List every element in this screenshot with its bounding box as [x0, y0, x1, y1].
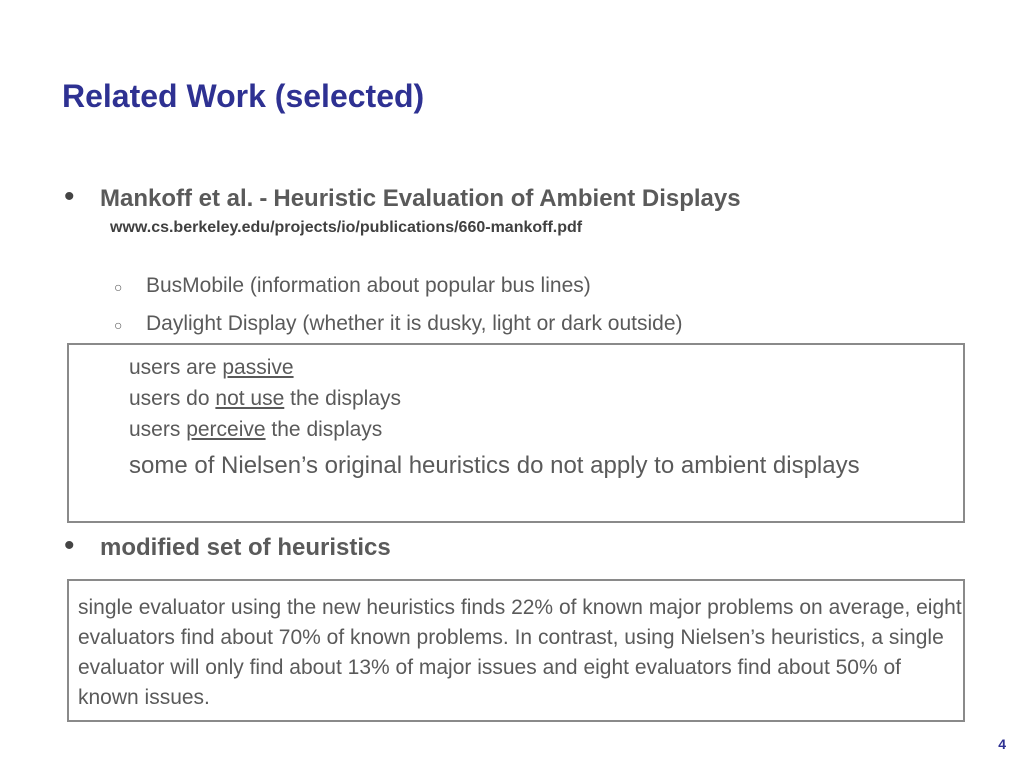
- sub-bullet-icon: ○: [114, 279, 123, 295]
- publication-url: www.cs.berkeley.edu/projects/io/publications/660-mankoff.pdf: [110, 219, 583, 236]
- finding-prefix: users do: [129, 387, 216, 410]
- bullet-text: [100, 185, 741, 213]
- finding-prefix: users are: [129, 356, 223, 379]
- bullet-item-modified: [64, 531, 391, 562]
- bullet-icon: •: [64, 180, 75, 213]
- work-title: Heuristic Evaluation of Ambient Displays: [273, 185, 741, 212]
- finding-emphasis: passive: [222, 356, 294, 379]
- finding-emphasis: not use: [215, 387, 285, 410]
- bullet-icon: •: [64, 529, 75, 562]
- results-paragraph: single evaluator using the new heuristics finds 22% of known major problems on average, eight evaluators find about 70% of known problems. In contrast, using Nielsen’s heuristics, a single evaluator will only find about 13% of major issues and eight evaluators find about 50% of known issues.: [78, 596, 962, 709]
- finding-passive: [129, 356, 294, 380]
- sub-bullet-text: BusMobile (information about popular bus lines): [146, 274, 591, 297]
- finding-prefix: users: [129, 418, 187, 441]
- finding-not-use: [129, 387, 401, 411]
- bullet-item-mankoff: [64, 182, 741, 213]
- separator: -: [259, 185, 268, 212]
- finding-emphasis: perceive: [186, 418, 266, 441]
- sub-bullet-icon: ○: [114, 317, 123, 333]
- results-box: [67, 579, 965, 722]
- slide-title: Related Work (selected): [62, 78, 425, 114]
- sub-bullet-text: Daylight Display (whether it is dusky, light or dark outside): [146, 312, 683, 335]
- finding-suffix: the displays: [265, 418, 383, 441]
- authors: Mankoff et al.: [100, 185, 254, 212]
- finding-perceive: [129, 418, 382, 442]
- bullet-text: modified set of heuristics: [100, 534, 391, 561]
- page-number: 4: [998, 736, 1006, 752]
- nielsen-statement: some of Nielsen’s original heuristics do not apply to ambient displays: [129, 452, 860, 479]
- finding-suffix: the displays: [284, 387, 402, 410]
- findings-box: [67, 343, 965, 523]
- sub-bullet-item: [114, 312, 683, 336]
- sub-bullet-item: [114, 274, 591, 298]
